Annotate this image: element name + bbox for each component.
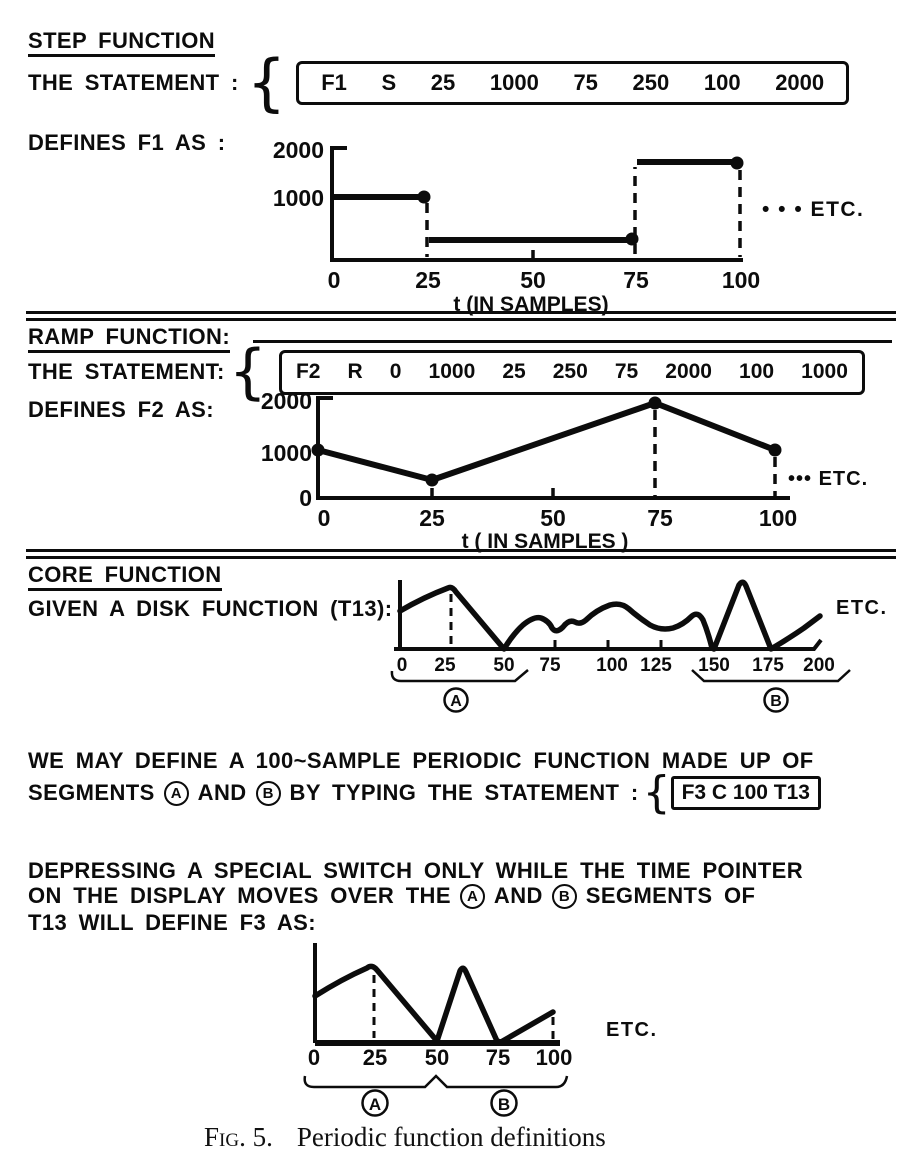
f3-open-brace: {	[642, 767, 671, 818]
segment-b-circled: B	[256, 781, 281, 806]
f2-point-100	[769, 444, 782, 457]
f2-ytick-0: 0	[299, 485, 312, 511]
step-statement-row	[28, 46, 849, 119]
switch-line2-mid: AND	[493, 883, 543, 908]
f1-step-chart	[230, 128, 906, 320]
t13-xtick-100: 100	[596, 655, 628, 676]
f2-axes	[318, 398, 790, 498]
switch-line2-post: SEGMENTS OF	[585, 883, 756, 908]
f1-ytick-2000: 2000	[272, 137, 324, 163]
figure-caption	[204, 1122, 606, 1153]
ramp-statement-box	[279, 350, 865, 395]
f1-xlabel: t (IN SAMPLES)	[453, 293, 609, 316]
f1-xtick-75: 75	[623, 267, 649, 293]
core-section-heading	[28, 562, 222, 588]
t13-xtick-0: 0	[396, 655, 408, 676]
f3-xtick-0: 0	[307, 1045, 321, 1070]
f2-xlabel: t ( IN SAMPLES )	[461, 530, 629, 553]
f2-xtick-100: 100	[758, 505, 798, 531]
f3-function-chart	[275, 935, 705, 1120]
f3-xtick-50: 50	[424, 1045, 450, 1070]
periodic-note-line2	[28, 767, 821, 818]
step-heading-text: STEP FUNCTION	[28, 28, 215, 57]
step-token: 100	[703, 70, 741, 95]
switch-note-line1: DEPRESSING A SPECIAL SWITCH ONLY WHILE THE TIME POINTER	[28, 858, 804, 883]
section-separator	[26, 311, 896, 321]
t13-xtick-75: 75	[539, 655, 561, 676]
t13-segment-a-letter: A	[450, 693, 462, 710]
f2-xtick-50: 50	[540, 505, 566, 531]
periodic-line2-post: BY TYPING THE STATEMENT :	[289, 780, 639, 805]
f3-segment-a-letter: A	[368, 1095, 382, 1114]
f2-xtick-75: 75	[647, 505, 673, 531]
f1-xtick-50: 50	[520, 267, 546, 293]
f2-ramp-line	[318, 403, 775, 480]
step-token: 25	[430, 70, 456, 95]
f3-xtick-100: 100	[535, 1045, 573, 1070]
f3-segment-b-letter: B	[497, 1095, 511, 1114]
f1-etc-label: • • • ETC.	[762, 198, 865, 221]
t13-disk-function-chart	[385, 565, 906, 717]
f2-point-0	[312, 444, 325, 457]
step-section-heading	[28, 28, 215, 54]
step-statement-box	[296, 61, 849, 105]
t13-xtick-50: 50	[493, 655, 515, 676]
t13-waveform	[400, 582, 820, 649]
ramp-token: 100	[739, 360, 775, 383]
step-defines-label: DEFINES F1 AS :	[28, 130, 226, 155]
ramp-token: 250	[552, 360, 588, 383]
ramp-token: 75	[614, 360, 639, 383]
figure-caption-text: Periodic function definitions	[296, 1122, 606, 1152]
f1-point-100	[731, 157, 744, 170]
segment-a-circled: A	[164, 781, 189, 806]
ramp-token: R	[347, 360, 363, 383]
ramp-defines-label: DEFINES F2 AS:	[28, 397, 214, 422]
f2-ytick-2000: 2000	[260, 388, 312, 414]
t13-xtick-125: 125	[640, 655, 672, 676]
f3-segment-braces	[305, 1076, 567, 1087]
core-heading-text: CORE FUNCTION	[28, 562, 222, 591]
periodic-line2-mid: AND	[197, 780, 247, 805]
ramp-token: 1000	[428, 360, 476, 383]
f1-xtick-25: 25	[415, 267, 441, 293]
switch-note-line2	[28, 882, 755, 910]
f3-xtick-25: 25	[362, 1045, 388, 1070]
segment-b-circled: B	[552, 884, 577, 909]
f2-ytick-1000: 1000	[260, 440, 312, 466]
step-token: F1	[321, 70, 347, 95]
f2-point-25	[426, 474, 439, 487]
switch-line2-pre: ON THE DISPLAY MOVES OVER THE	[28, 883, 451, 908]
t13-segment-b-letter: B	[770, 693, 782, 710]
ramp-token: F2	[295, 360, 321, 383]
f1-ytick-1000: 1000	[272, 185, 324, 211]
t13-xtick-200: 200	[803, 655, 835, 676]
step-token: S	[381, 70, 397, 95]
ramp-heading-text: RAMP FUNCTION:	[28, 324, 230, 353]
f3-xtick-75: 75	[485, 1045, 511, 1070]
segment-a-circled: A	[460, 884, 485, 909]
t13-xtick-150: 150	[698, 655, 730, 676]
t13-etc-label: ETC.	[836, 597, 888, 619]
ramp-token: 2000	[665, 360, 712, 383]
step-token: 1000	[489, 70, 539, 95]
f3-waveform	[315, 966, 553, 1042]
step-token: 250	[632, 70, 670, 95]
periodic-line2-pre: SEGMENTS	[28, 780, 155, 805]
t13-xtick-25: 25	[434, 655, 456, 676]
f2-xtick-0: 0	[317, 505, 331, 531]
f1-xtick-100: 100	[721, 267, 761, 293]
t13-xtick-175: 175	[752, 655, 784, 676]
ramp-statement-label: THE STATEMENT:	[28, 359, 225, 384]
ramp-open-brace: {	[228, 337, 267, 407]
core-given-label: GIVEN A DISK FUNCTION (T13):	[28, 596, 393, 621]
step-token: 2000	[775, 70, 825, 95]
figure-caption-label: Fig. 5.	[204, 1122, 273, 1152]
f3-statement-box: F3 C 100 T13	[671, 776, 821, 810]
ramp-heading-rule	[253, 340, 892, 343]
f2-etc-label: ••• ETC.	[788, 468, 869, 490]
periodic-note-line1: WE MAY DEFINE A 100~SAMPLE PERIODIC FUNCTION MADE UP OF	[28, 748, 814, 773]
f3-etc-label: ETC.	[606, 1019, 658, 1041]
f1-point-25	[418, 191, 431, 204]
ramp-token: 0	[389, 360, 402, 383]
ramp-token: 1000	[801, 360, 848, 383]
f1-xtick-0: 0	[327, 267, 341, 293]
f2-ramp-chart	[230, 390, 906, 552]
step-statement-label: THE STATEMENT :	[28, 70, 239, 95]
step-open-brace: {	[246, 46, 287, 119]
step-token: 75	[573, 70, 598, 95]
section-separator	[26, 549, 896, 559]
ramp-token: 25	[502, 360, 526, 383]
f2-xtick-25: 25	[419, 505, 445, 531]
switch-note-line3: T13 WILL DEFINE F3 AS:	[28, 910, 316, 935]
f2-point-75	[649, 397, 662, 410]
